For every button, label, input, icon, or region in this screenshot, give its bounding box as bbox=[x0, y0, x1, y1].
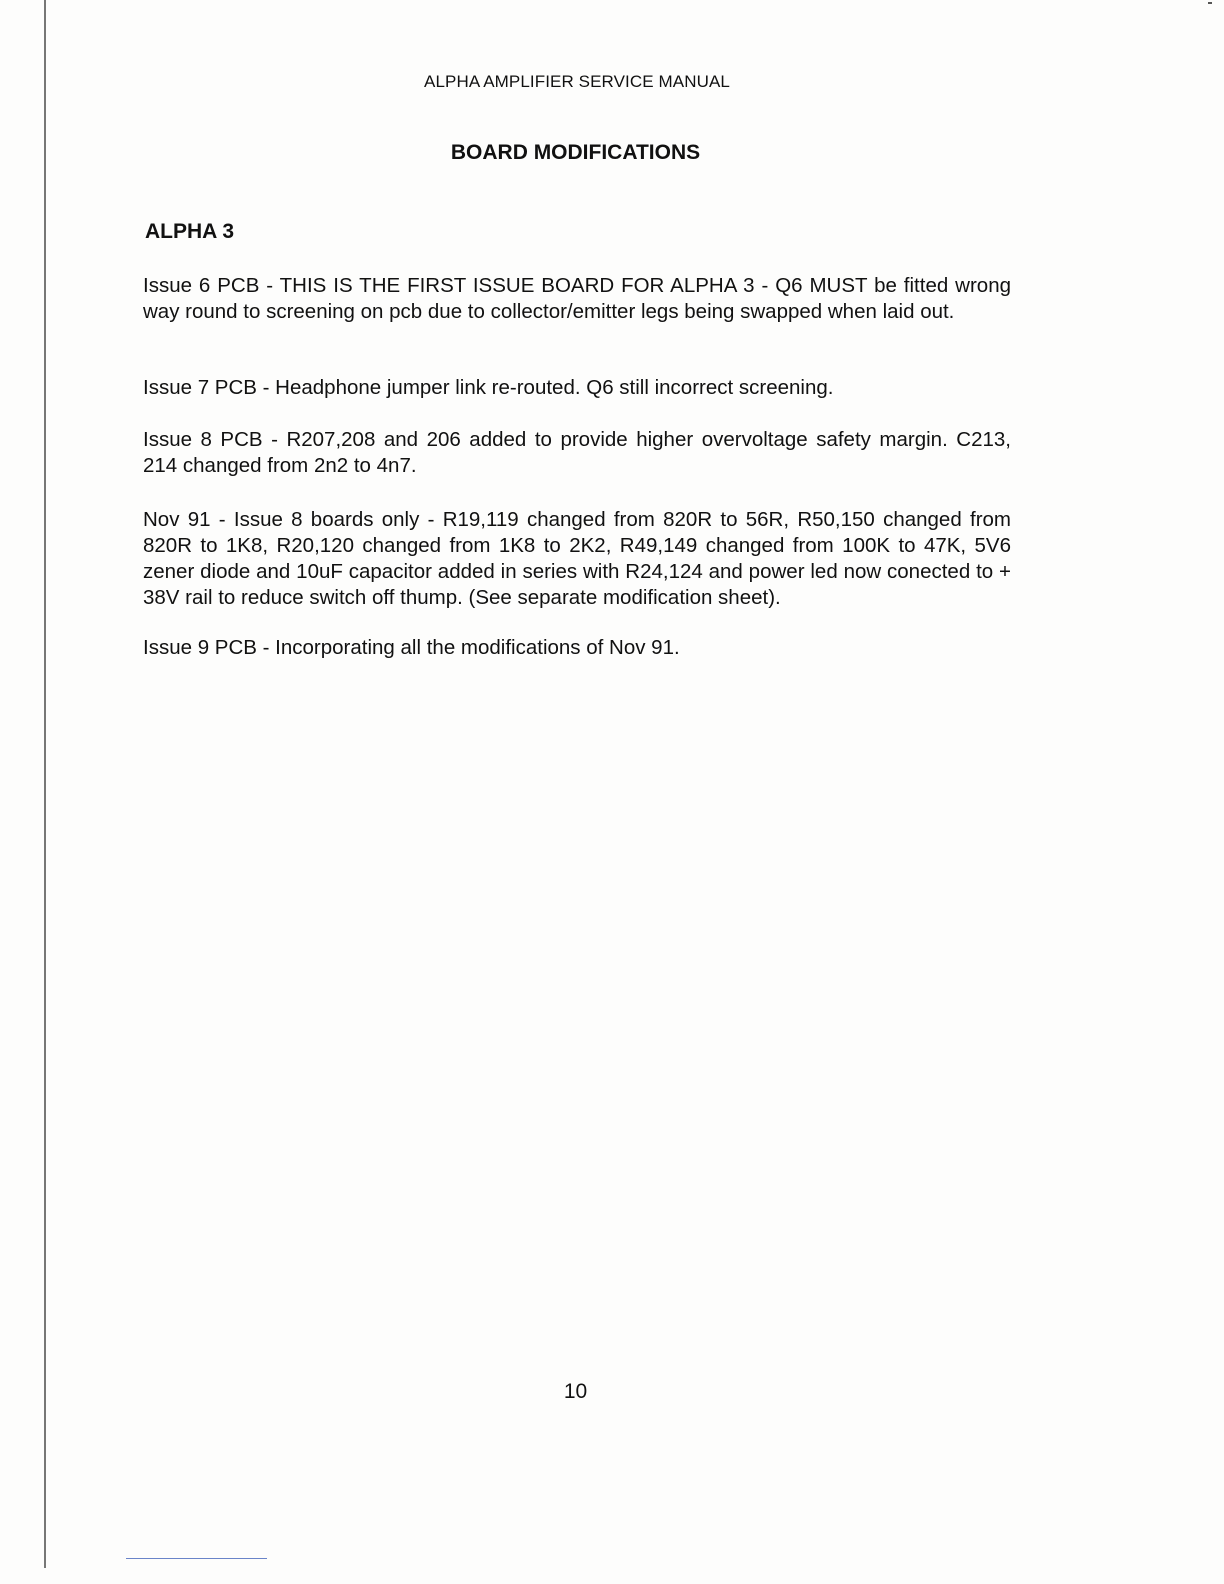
paragraph-issue-8: Issue 8 PCB - R207,208 and 206 added to provide higher overvoltage safety margin. C213, 214 changed from 2n2 to 4n7. bbox=[143, 428, 1011, 477]
paragraph-issue-6: Issue 6 PCB - THIS IS THE FIRST ISSUE BOARD FOR ALPHA 3 - Q6 MUST be fitted wrong way round to screening on pcb due to collector/emitter legs being swapped when laid out. bbox=[143, 274, 1011, 323]
bottom-rule-line bbox=[126, 1558, 267, 1559]
running-header: ALPHA AMPLIFIER SERVICE MANUAL bbox=[424, 72, 730, 91]
model-heading: ALPHA 3 bbox=[145, 220, 235, 243]
paragraph-issue-9: Issue 9 PCB - Incorporating all the modifications of Nov 91. bbox=[143, 636, 680, 659]
section-title: BOARD MODIFICATIONS bbox=[450, 141, 701, 164]
page-number: 10 bbox=[563, 1380, 588, 1403]
scan-corner-mark bbox=[1208, 2, 1212, 4]
paragraph-issue-7: Issue 7 PCB - Headphone jumper link re-routed. Q6 still incorrect screening. bbox=[143, 376, 834, 399]
scan-edge-line bbox=[44, 0, 46, 1568]
paragraph-nov-91: Nov 91 - Issue 8 boards only - R19,119 changed from 820R to 56R, R50,150 changed from 820R to 1K8, R20,120 changed from 1K8 to 2K2, R49,149 changed from 100K to 47K, 5V6 zener diode and 10uF capacitor added in series with R24,124 and power led now conected to + 38V rail to reduce switch off thump. (See separate modification sheet). bbox=[143, 508, 1011, 609]
